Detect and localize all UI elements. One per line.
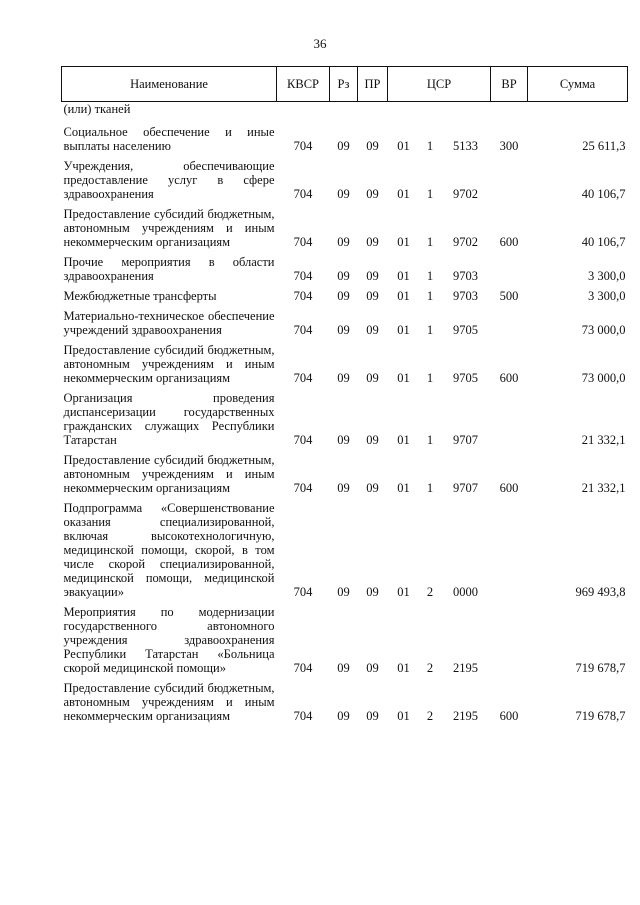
row-rz: 09 <box>337 585 350 599</box>
table-row <box>62 676 628 724</box>
row-csr-code: 9705 <box>453 371 479 385</box>
row-vr: 300 <box>499 139 519 153</box>
row-csr-program: 01 <box>397 371 410 385</box>
row-rz: 09 <box>337 187 350 201</box>
row-kvsr: 704 <box>293 585 313 599</box>
row-vr <box>491 250 528 284</box>
row-rz: 09 <box>337 235 350 249</box>
row-rz: 09 <box>337 709 350 723</box>
row-sum: 3 300,0 <box>588 269 626 283</box>
row-name: Материально-техническое обеспечение учреждений здравоохранения <box>63 309 275 337</box>
row-kvsr: 704 <box>293 433 313 447</box>
row-kvsr: 704 <box>293 371 313 385</box>
table-row <box>62 250 628 284</box>
row-rz: 09 <box>337 481 350 495</box>
row-name: Предоставление субсидий бюджетным, автономным учреждениям и иным некоммерческим организациям <box>63 343 275 385</box>
row-csr-subprogram: 1 <box>426 139 434 153</box>
row-csr-code: 9703 <box>453 269 479 283</box>
row-csr-program: 01 <box>397 433 410 447</box>
header-pr: ПР <box>358 67 388 102</box>
row-csr-program: 01 <box>397 187 410 201</box>
row-name: Предоставление субсидий бюджетным, автономным учреждениям и иным некоммерческим организациям <box>63 681 275 723</box>
row-sum: 73 000,0 <box>581 371 626 385</box>
row-pr: 09 <box>366 481 379 495</box>
row-csr-subprogram: 1 <box>426 371 434 385</box>
row-pr: 09 <box>366 235 379 249</box>
row-vr <box>491 600 528 676</box>
row-name: Предоставление субсидий бюджетным, автономным учреждениям и иным некоммерческим организациям <box>63 453 275 495</box>
row-sum: 3 300,0 <box>588 289 626 303</box>
row-csr-code: 9703 <box>453 289 479 303</box>
row-csr-program: 01 <box>397 709 410 723</box>
table-row <box>62 600 628 676</box>
row-vr: 600 <box>499 235 519 249</box>
row-csr-subprogram: 1 <box>426 187 434 201</box>
row-csr-program: 01 <box>397 235 410 249</box>
row-vr <box>491 386 528 448</box>
row-csr-code: 2195 <box>453 661 479 675</box>
row-name: Предоставление субсидий бюджетным, автономным учреждениям и иным некоммерческим организациям <box>63 207 275 249</box>
row-name: Социальное обеспечение и иные выплаты населению <box>63 125 275 153</box>
row-kvsr: 704 <box>293 139 313 153</box>
row-csr-subprogram: 2 <box>426 585 434 599</box>
row-rz: 09 <box>337 433 350 447</box>
row-vr <box>491 304 528 338</box>
row-kvsr: 704 <box>293 709 313 723</box>
row-csr-code: 9707 <box>453 433 479 447</box>
row-sum: 73 000,0 <box>581 323 626 337</box>
row-name: Прочие мероприятия в области здравоохранения <box>63 255 275 283</box>
row-rz: 09 <box>337 139 350 153</box>
row-csr-code: 0000 <box>453 585 479 599</box>
continuation-row <box>62 102 628 121</box>
row-kvsr: 704 <box>293 481 313 495</box>
row-csr-program: 01 <box>397 585 410 599</box>
row-vr <box>491 154 528 202</box>
row-vr: 500 <box>499 289 519 303</box>
row-kvsr: 704 <box>293 235 313 249</box>
table-row <box>62 496 628 600</box>
row-csr-code: 9702 <box>453 235 479 249</box>
row-sum: 40 106,7 <box>581 187 626 201</box>
row-pr: 09 <box>366 323 379 337</box>
table-row <box>62 154 628 202</box>
row-name: Организация проведения диспансеризации государственных гражданских служащих Республики Татарстан <box>63 391 275 447</box>
row-pr: 09 <box>366 187 379 201</box>
row-vr: 600 <box>499 371 519 385</box>
continuation-text: (или) тканей <box>63 102 131 116</box>
row-rz: 09 <box>337 289 350 303</box>
row-pr: 09 <box>366 269 379 283</box>
table-row <box>62 448 628 496</box>
row-vr <box>491 496 528 600</box>
table-row <box>62 338 628 386</box>
row-vr: 600 <box>499 481 519 495</box>
row-rz: 09 <box>337 661 350 675</box>
row-csr-code: 2195 <box>453 709 479 723</box>
header-sum: Сумма <box>528 67 628 102</box>
table-row <box>62 304 628 338</box>
table-body <box>62 102 628 725</box>
row-name: Подпрограмма «Совершенствование оказания специализированной, включая высокотехнологичную, медицинской помощи, скорой, в том числе скорой специализированной, медицинской помощи, медицинской эвакуации» <box>63 501 275 599</box>
row-csr-subprogram: 1 <box>426 235 434 249</box>
row-pr: 09 <box>366 585 379 599</box>
row-sum: 969 493,8 <box>575 585 626 599</box>
row-rz: 09 <box>337 269 350 283</box>
row-csr-program: 01 <box>397 323 410 337</box>
header-name: Наименование <box>62 67 277 102</box>
page-number: 36 <box>313 36 327 51</box>
row-csr-code: 5133 <box>453 139 479 153</box>
row-csr-subprogram: 1 <box>426 269 434 283</box>
row-sum: 25 611,3 <box>582 139 626 153</box>
header-kvsr: КВСР <box>277 67 330 102</box>
row-csr-program: 01 <box>397 269 410 283</box>
header-csr: ЦСР <box>388 67 491 102</box>
row-kvsr: 704 <box>293 661 313 675</box>
table-row <box>62 120 628 154</box>
row-csr-program: 01 <box>397 661 410 675</box>
row-sum: 719 678,7 <box>575 661 626 675</box>
row-csr-subprogram: 1 <box>426 289 434 303</box>
row-kvsr: 704 <box>293 269 313 283</box>
row-csr-program: 01 <box>397 481 410 495</box>
row-csr-code: 9707 <box>453 481 479 495</box>
row-kvsr: 704 <box>293 323 313 337</box>
row-csr-subprogram: 1 <box>426 323 434 337</box>
table-row <box>62 386 628 448</box>
table-row <box>62 284 628 304</box>
row-vr: 600 <box>499 709 519 723</box>
row-csr-code: 9702 <box>453 187 479 201</box>
row-pr: 09 <box>366 139 379 153</box>
row-name: Межбюджетные трансферты <box>63 289 217 303</box>
row-pr: 09 <box>366 289 379 303</box>
row-rz: 09 <box>337 323 350 337</box>
row-csr-subprogram: 1 <box>426 481 434 495</box>
row-name: Мероприятия по модернизации государственного автономного учреждения здравоохранения Республики Татарстан «Больница скорой медицинской помощи» <box>63 605 275 675</box>
row-sum: 40 106,7 <box>581 235 626 249</box>
row-rz: 09 <box>337 371 350 385</box>
row-csr-subprogram: 2 <box>426 709 434 723</box>
row-csr-program: 01 <box>397 289 410 303</box>
row-pr: 09 <box>366 433 379 447</box>
row-pr: 09 <box>366 661 379 675</box>
row-kvsr: 704 <box>293 187 313 201</box>
row-sum: 21 332,1 <box>581 433 626 447</box>
budget-table <box>61 66 628 724</box>
row-kvsr: 704 <box>293 289 313 303</box>
row-csr-subprogram: 1 <box>426 433 434 447</box>
table-row <box>62 202 628 250</box>
table-header <box>62 67 628 102</box>
row-sum: 21 332,1 <box>581 481 626 495</box>
header-rz: Рз <box>330 67 358 102</box>
row-pr: 09 <box>366 371 379 385</box>
row-csr-code: 9705 <box>453 323 479 337</box>
row-csr-program: 01 <box>397 139 410 153</box>
row-csr-subprogram: 2 <box>426 661 434 675</box>
row-sum: 719 678,7 <box>575 709 626 723</box>
header-vr: ВР <box>491 67 528 102</box>
row-name: Учреждения, обеспечивающие предоставление услуг в сфере здравоохранения <box>63 159 275 201</box>
row-pr: 09 <box>366 709 379 723</box>
